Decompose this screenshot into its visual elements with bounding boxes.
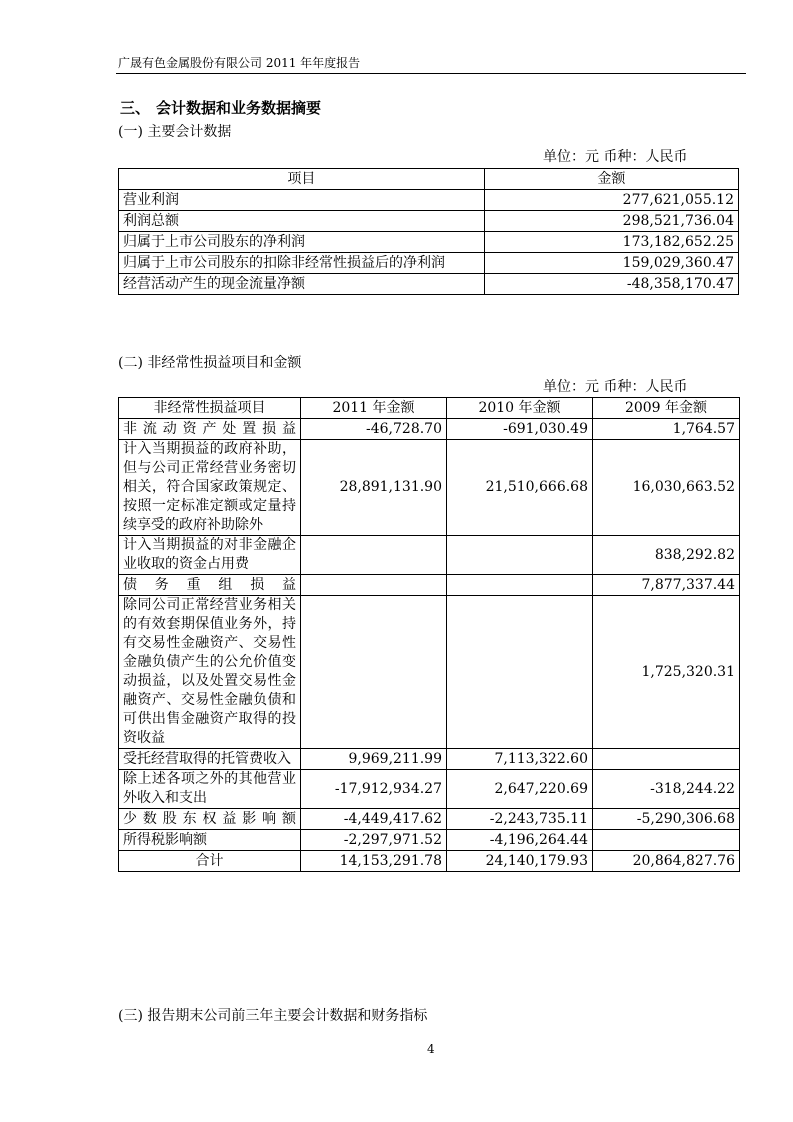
cell-2011 [301,536,447,575]
header-2011: 2011 年金额 [301,398,447,419]
row-label: 除上述各项之外的其他营业外收入和支出 [119,770,301,809]
row-label: 归属于上市公司股东的扣除非经常性损益后的净利润 [119,253,485,274]
section-number: 三、 [120,99,151,117]
table-row [119,809,740,830]
part1-title: (一) 主要会计数据 [118,124,232,140]
header-2009: 2009 年金额 [593,398,740,419]
row-amount: 277,621,055.12 [484,190,738,211]
cell-2011 [301,596,447,749]
table-row [119,419,740,440]
row-amount: 298,521,736.04 [484,211,738,232]
cell-2009 [593,830,740,851]
row-label: 经营活动产生的现金流量净额 [119,274,485,295]
main-accounting-table [118,168,739,295]
table-row [119,440,740,536]
table-row [119,830,740,851]
cell-2010 [447,575,593,596]
section-title-text: 会计数据和业务数据摘要 [156,99,322,117]
cell-2011: 9,969,211.99 [301,749,447,770]
table-total-row [119,851,740,872]
part2-unit: 单位：元 币种：人民币 [543,379,688,395]
cell-2010: 21,510,666.68 [447,440,593,536]
part3-title: (三) 报告期末公司前三年主要会计数据和财务指标 [118,1008,428,1024]
total-2009: 20,864,827.76 [593,851,740,872]
cell-2009: 1,764.57 [593,419,740,440]
table-row [119,274,739,295]
table-row [119,596,740,749]
table-row [119,253,739,274]
page-number: 4 [427,1042,435,1056]
table-row [119,211,739,232]
table-row [119,575,740,596]
row-label: 除同公司正常经营业务相关的有效套期保值业务外，持有交易性金融资产、交易性金融负债产生的公允价值变动损益，以及处置交易性金融资产、交易性金融负债和可供出售金融资产取得的投资收益 [119,596,301,749]
row-amount: 173,182,652.25 [484,232,738,253]
row-amount: 159,029,360.47 [484,253,738,274]
row-label: 计入当期损益的政府补助，但与公司正常经营业务密切相关，符合国家政策规定、按照一定标准定额或定量持续享受的政府补助除外 [119,440,301,536]
cell-2009: -5,290,306.68 [593,809,740,830]
cell-2011: -46,728.70 [301,419,447,440]
row-label: 非流动资产处置损益 [119,419,301,440]
cell-2010: 7,113,322.60 [447,749,593,770]
row-label: 利润总额 [119,211,485,232]
cell-2009: 7,877,337.44 [593,575,740,596]
cell-2010: 2,647,220.69 [447,770,593,809]
total-label: 合计 [119,851,301,872]
table-header-row [119,169,739,190]
section-title [120,99,321,117]
cell-2011: -2,297,971.52 [301,830,447,851]
cell-2009: -318,244.22 [593,770,740,809]
cell-2010 [447,536,593,575]
total-2011: 14,153,291.78 [301,851,447,872]
non-recurring-items-table [118,397,740,872]
table-row [119,770,740,809]
row-label: 计入当期损益的对非金融企业收取的资金占用费 [119,536,301,575]
header-rule [116,73,746,74]
header-2010: 2010 年金额 [447,398,593,419]
cell-2009 [593,749,740,770]
report-header: 广晟有色金属股份有限公司 2011 年年度报告 [118,56,361,70]
table-row [119,232,739,253]
cell-2009: 16,030,663.52 [593,440,740,536]
cell-2009: 838,292.82 [593,536,740,575]
header-amount: 金额 [484,169,738,190]
part1-unit: 单位：元 币种：人民币 [543,149,688,165]
row-amount: -48,358,170.47 [484,274,738,295]
row-label: 债务重组损益 [119,575,301,596]
part2-title: (二) 非经常性损益项目和金额 [118,355,302,371]
cell-2011: -4,449,417.62 [301,809,447,830]
row-label: 归属于上市公司股东的净利润 [119,232,485,253]
table-row [119,536,740,575]
header-item: 项目 [119,169,485,190]
total-2010: 24,140,179.93 [447,851,593,872]
row-label: 所得税影响额 [119,830,301,851]
table-row [119,749,740,770]
cell-2011: -17,912,934.27 [301,770,447,809]
cell-2010 [447,596,593,749]
row-label: 少数股东权益影响额 [119,809,301,830]
cell-2011 [301,575,447,596]
table-header-row [119,398,740,419]
cell-2010: -691,030.49 [447,419,593,440]
cell-2011: 28,891,131.90 [301,440,447,536]
cell-2009: 1,725,320.31 [593,596,740,749]
row-label: 受托经营取得的托管费收入 [119,749,301,770]
cell-2010: -4,196,264.44 [447,830,593,851]
table-row [119,190,739,211]
header-item: 非经常性损益项目 [119,398,301,419]
cell-2010: -2,243,735.11 [447,809,593,830]
row-label: 营业利润 [119,190,485,211]
